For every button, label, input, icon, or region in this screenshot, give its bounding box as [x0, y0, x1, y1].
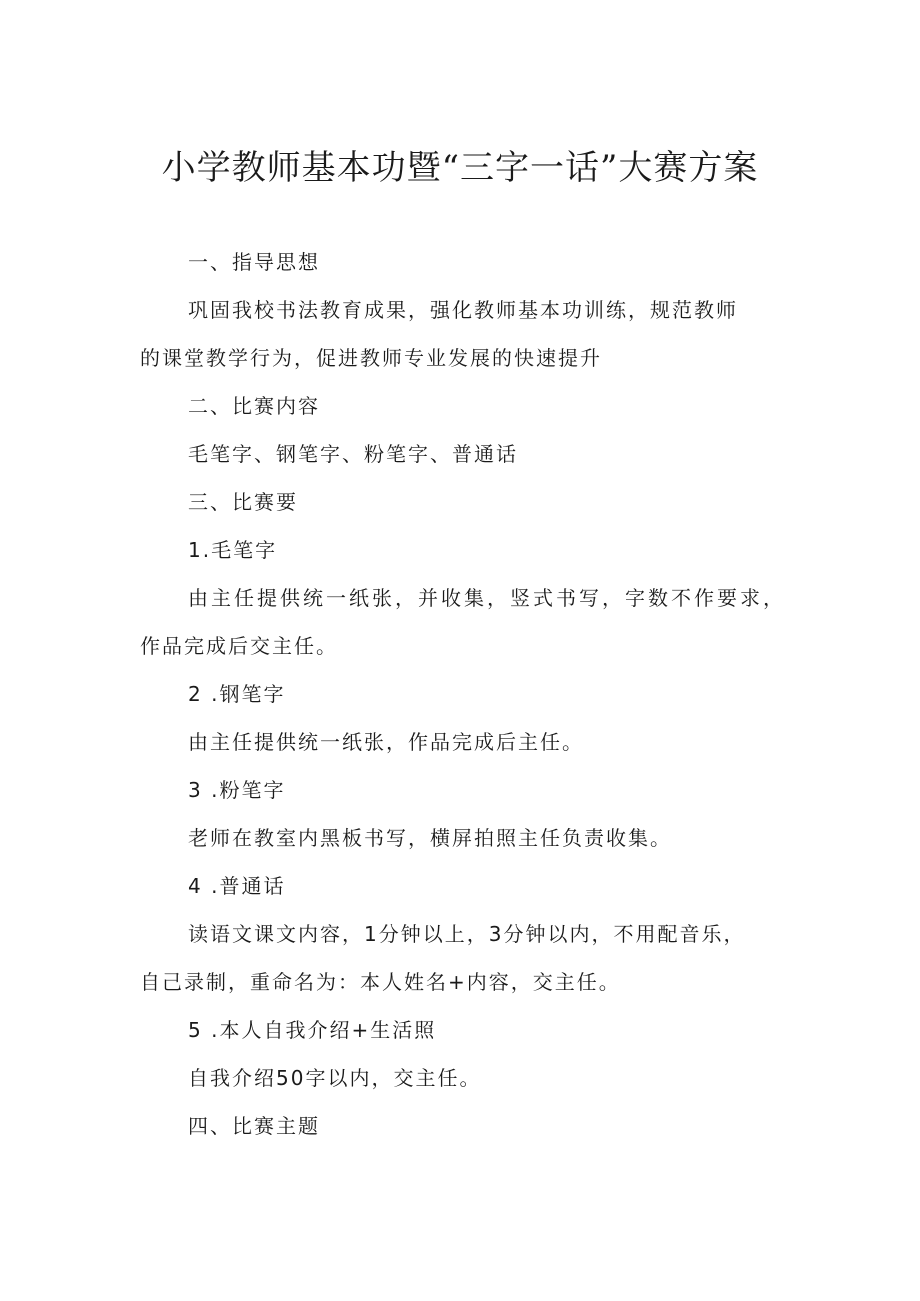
item-label-mandarin: 4 .普通话: [188, 874, 286, 898]
section-heading-guiding-thought: 一、指导思想: [188, 250, 320, 274]
item-label-pen-calligraphy: 2 .钢笔字: [188, 682, 286, 706]
paragraph-line: 的课堂教学行为，促进教师专业发展的快速提升: [140, 346, 602, 370]
paragraph-line: 自我介绍50字以内，交主任。: [188, 1066, 482, 1090]
paragraph-line: 由主任提供统一纸张，作品完成后主任。: [188, 730, 584, 754]
paragraph-line: 读语文课文内容，1分钟以上，3分钟以内，不用配音乐，: [188, 922, 746, 946]
section-heading-contest-content: 二、比赛内容: [188, 394, 320, 418]
item-label-brush-calligraphy: 1.毛笔字: [188, 538, 278, 562]
paragraph-line: 巩固我校书法教育成果，强化教师基本功训练，规范教师: [188, 298, 738, 322]
document-title: 小学教师基本功暨“三字一话”大赛方案: [161, 148, 759, 188]
item-label-chalk-calligraphy: 3 .粉笔字: [188, 778, 286, 802]
paragraph-line: 作品完成后交主任。: [140, 634, 338, 658]
paragraph-line: 自己录制，重命名为：本人姓名+内容，交主任。: [140, 970, 621, 994]
paragraph-line: 毛笔字、钢笔字、粉笔字、普通话: [188, 442, 518, 466]
paragraph-line: 老师在教室内黑板书写，横屏拍照主任负责收集。: [188, 826, 672, 850]
paragraph-line: 由主任提供统一纸张，并收集，竖式书写，字数不作要求，: [188, 586, 786, 610]
item-label-self-introduction: 5 .本人自我介绍+生活照: [188, 1018, 437, 1042]
section-heading-contest-theme: 四、比赛主题: [188, 1114, 320, 1138]
section-heading-contest-requirements: 三、比赛要: [188, 490, 298, 514]
